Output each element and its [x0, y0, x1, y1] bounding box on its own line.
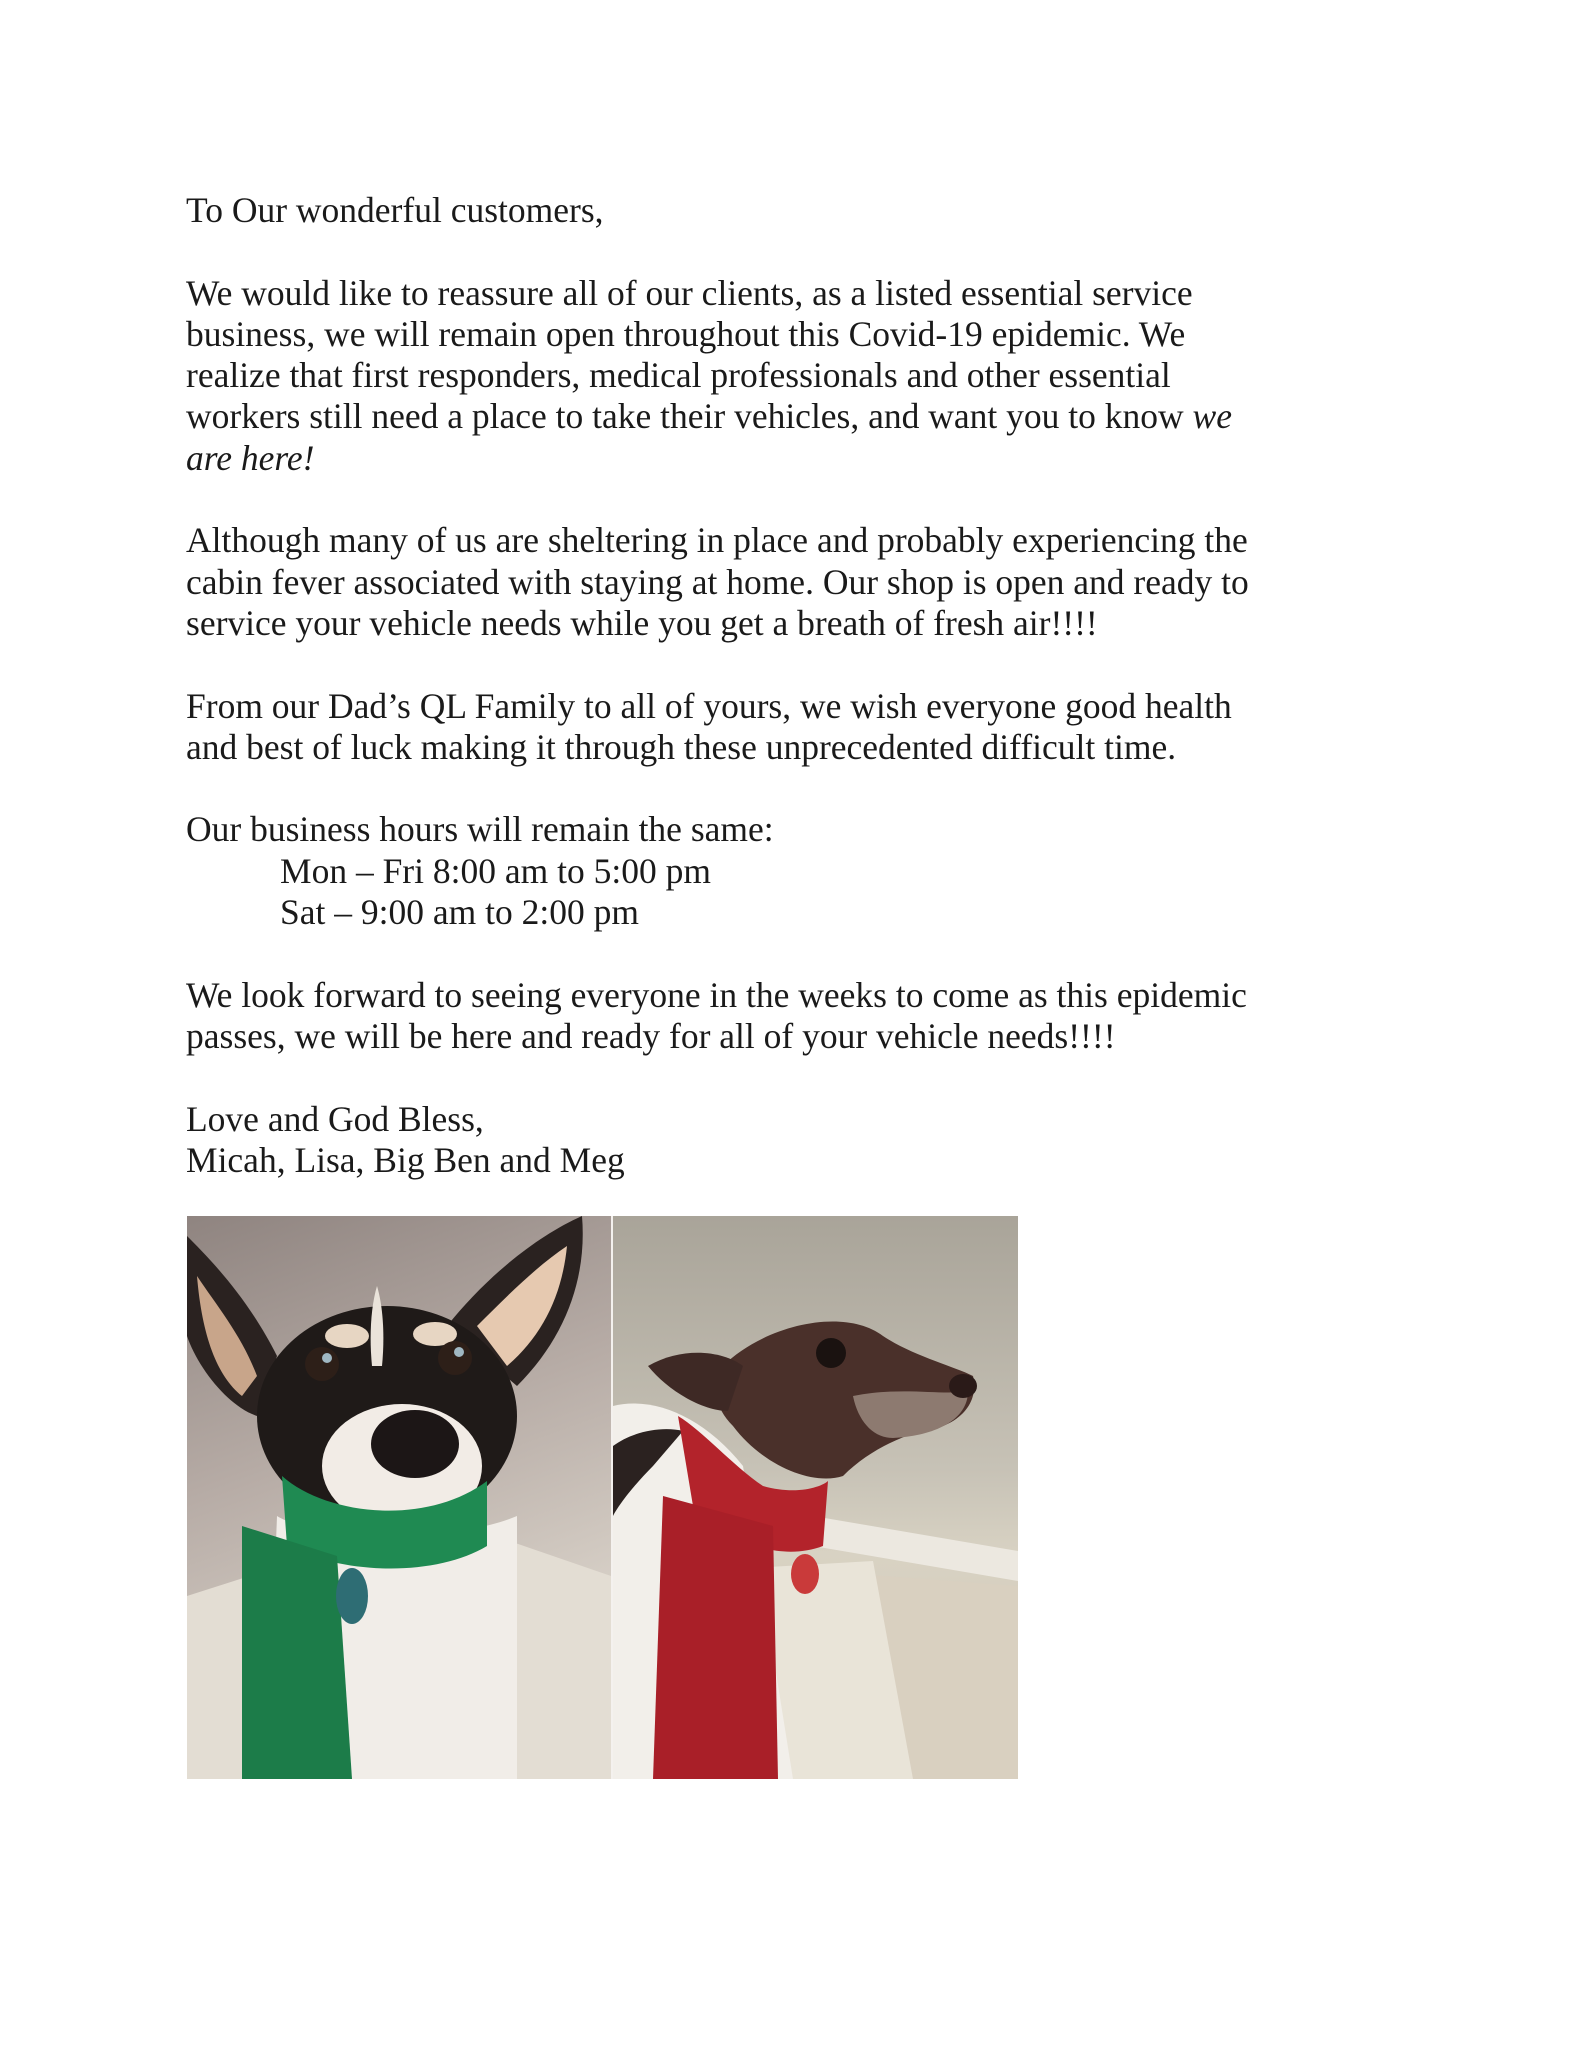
paragraph-looking-forward [186, 975, 1386, 1058]
photo-dog-green-scarf [187, 1216, 611, 1779]
letter-body [186, 190, 1386, 1222]
text-line: and best of luck making it through these unprecedented difficult time. [186, 726, 1177, 767]
text-line: passes, we will be here and ready for all of your vehicle needs!!!! [186, 1015, 1116, 1056]
salutation-text: To Our wonderful customers, [186, 190, 604, 230]
hours-saturday: Sat – 9:00 am to 2:00 pm [280, 892, 639, 933]
text-line: business, we will remain open throughout this Covid-19 epidemic. We [186, 313, 1186, 354]
dog-green-scarf-image [187, 1216, 611, 1779]
photo-dog-red-scarf [613, 1216, 1018, 1779]
paragraph-cabin-fever [186, 520, 1386, 644]
text-segment: workers still need a place to take their vehicles, and want you to know [186, 396, 1193, 437]
dog-photos [187, 1216, 1018, 1779]
text-line: cabin fever associated with staying at home. Our shop is open and ready to [186, 561, 1249, 602]
hours-weekday: Mon – Fri 8:00 am to 5:00 pm [280, 850, 711, 891]
text-line: service your vehicle needs while you get a breath of fresh air!!!! [186, 602, 1098, 643]
business-hours [186, 809, 1386, 933]
text-line [186, 438, 1386, 479]
emphasis-text: we [1192, 396, 1232, 437]
hours-intro: Our business hours will remain the same: [186, 809, 774, 850]
text-line: We would like to reassure all of our clients, as a listed essential service [186, 272, 1193, 313]
text-line: We look forward to seeing everyone in the weeks to come as this epidemic [186, 974, 1247, 1015]
text-line [186, 396, 1386, 437]
text-line: From our Dad’s QL Family to all of yours, we wish everyone good health [186, 685, 1232, 726]
text-line: realize that first responders, medical professionals and other essential [186, 355, 1171, 396]
text-line: Although many of us are sheltering in place and probably experiencing the [186, 520, 1248, 561]
closing-line: Love and God Bless, [186, 1098, 484, 1139]
salutation [186, 190, 1386, 231]
closing [186, 1099, 1386, 1182]
paragraph-family-wishes [186, 686, 1386, 769]
emphasis-text: are here! [186, 437, 315, 478]
signature: Micah, Lisa, Big Ben and Meg [186, 1139, 625, 1180]
dog-red-scarf-image [613, 1216, 1018, 1779]
paragraph-reassurance [186, 273, 1386, 479]
